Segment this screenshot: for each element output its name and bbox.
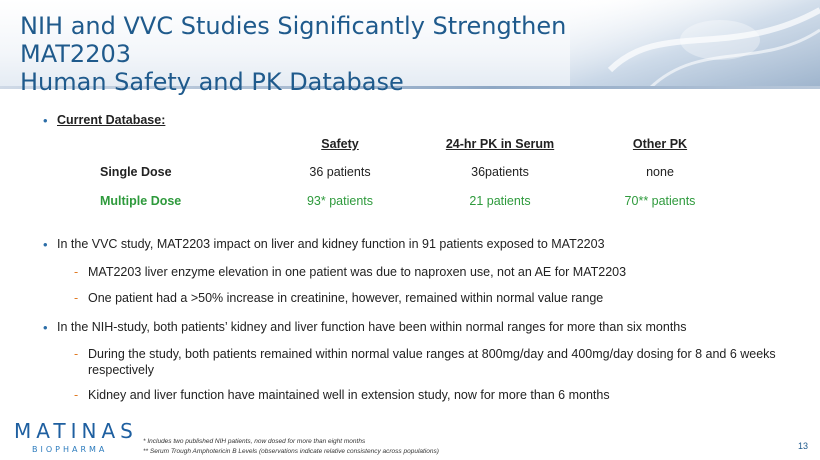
page-number: 13 bbox=[797, 441, 808, 451]
cell-multiple-pk-serum: 21 patients bbox=[469, 194, 531, 208]
bullet-vvc-text: In the VVC study, MAT2203 impact on liver and kidney function in 91 patients exposed to MAT2203 bbox=[57, 237, 605, 251]
bullet-dot-icon: • bbox=[43, 237, 48, 252]
bullet-nih bbox=[43, 319, 812, 336]
dash-icon: - bbox=[74, 388, 79, 402]
dash-icon: - bbox=[74, 347, 79, 361]
row-label-multiple-dose: Multiple Dose bbox=[100, 194, 182, 208]
title-line-2: Human Safety and PK Database bbox=[20, 68, 404, 96]
footnote-1: * Includes two published NIH patients, now dosed for more than eight months bbox=[143, 438, 366, 445]
sub-bullet-nih-2 bbox=[74, 387, 798, 403]
bullet-nih-text: In the NIH-study, both patients’ kidney and liver function have been within normal ranges for more than six months bbox=[57, 320, 687, 334]
cell-single-pk-serum: 36patients bbox=[471, 165, 529, 179]
bullet-current-database bbox=[43, 112, 166, 129]
col-header-safety: Safety bbox=[321, 137, 359, 151]
cell-multiple-other-pk: 70** patients bbox=[624, 194, 696, 208]
col-header-other-pk: Other PK bbox=[632, 137, 688, 151]
footnote-2: ** Serum Trough Amphotericin B Levels (observations indicate relative consistency across populations) bbox=[143, 448, 439, 455]
cell-single-safety: 36 patients bbox=[309, 165, 371, 179]
sub-bullet-vvc-1 bbox=[74, 264, 798, 280]
bullet-dot-icon: • bbox=[43, 113, 48, 128]
col-header-pk-serum: 24-hr PK in Serum bbox=[445, 137, 555, 151]
bullet-vvc bbox=[43, 236, 605, 253]
current-database-label: Current Database: bbox=[57, 113, 166, 127]
sub-bullet-nih-1 bbox=[74, 346, 798, 378]
dash-icon: - bbox=[74, 265, 79, 279]
page-title bbox=[20, 12, 640, 96]
dash-icon: - bbox=[74, 291, 79, 305]
title-line-1: NIH and VVC Studies Significantly Strengthen MAT2203 bbox=[20, 12, 567, 68]
row-label-single-dose: Single Dose bbox=[100, 165, 172, 179]
company-logo: MATINAS bbox=[14, 419, 138, 443]
sub-bullet-vvc-2-text: One patient had a >50% increase in creatinine, however, remained within normal value range bbox=[88, 291, 604, 305]
company-logo-sub: BIOPHARMA bbox=[32, 445, 108, 454]
sub-bullet-vvc-1-text: MAT2203 liver enzyme elevation in one patient was due to naproxen use, not an AE for MAT2203 bbox=[88, 265, 627, 279]
cell-single-other-pk: none bbox=[646, 165, 674, 179]
bullet-dot-icon: • bbox=[43, 320, 48, 335]
cell-multiple-safety: 93* patients bbox=[306, 194, 374, 208]
sub-bullet-nih-1-text: During the study, both patients remained within normal value ranges at 800mg/day and 400mg/day dosing for 8 and 6 weeks respectively bbox=[88, 347, 776, 377]
sub-bullet-nih-2-text: Kidney and liver function have maintained well in extension study, now for more than 6 months bbox=[88, 388, 610, 402]
sub-bullet-vvc-2 bbox=[74, 290, 798, 306]
